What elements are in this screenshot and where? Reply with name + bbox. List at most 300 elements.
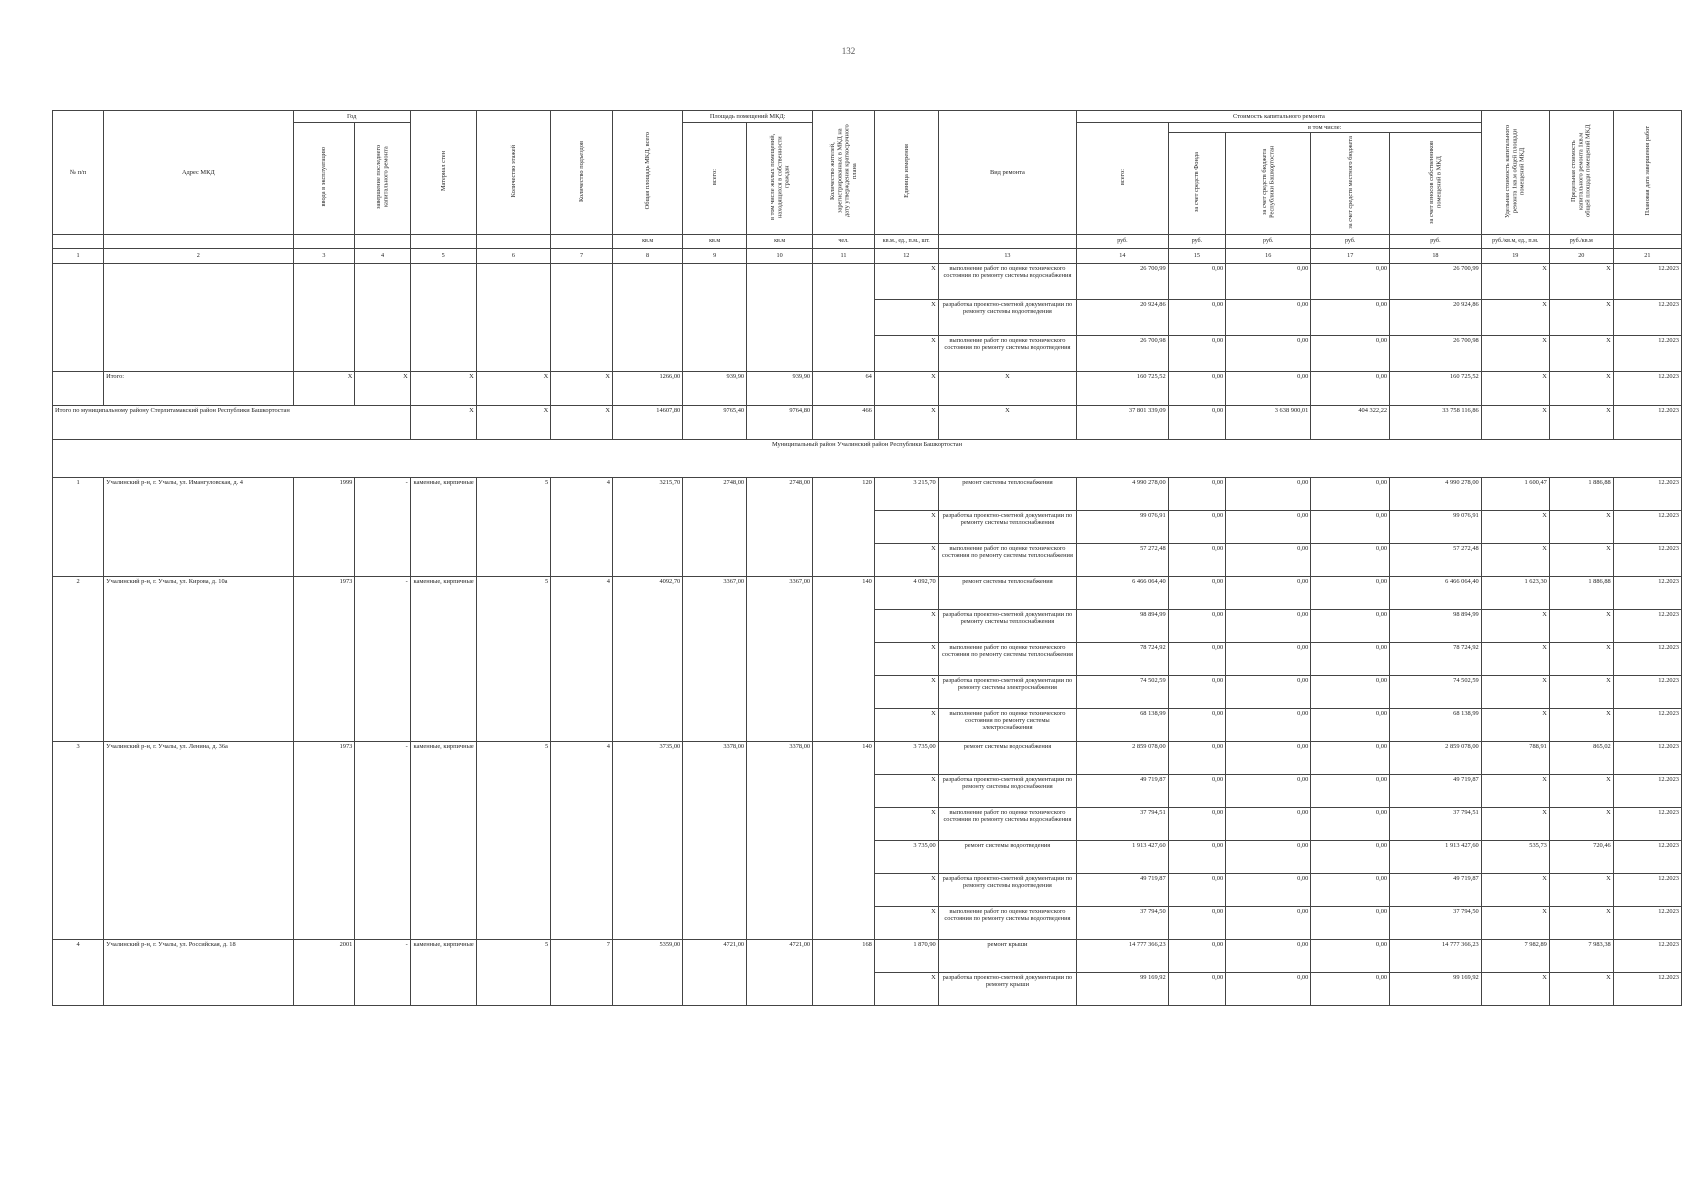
column-index-row — [53, 248, 1682, 263]
header-year-last-repair: завершение последнего капитального ремонта — [375, 145, 390, 210]
cell-year: X — [293, 371, 355, 405]
cell-unit: 1 870,90 — [874, 939, 938, 972]
cell-local: 0,00 — [1311, 299, 1390, 335]
unit-cell: кв.м — [612, 234, 682, 248]
cell-unit: 3 735,00 — [874, 741, 938, 774]
cell-total: 57 272,48 — [1077, 543, 1169, 576]
district-total-row — [53, 405, 1682, 439]
cell-unit-cost: X — [1481, 642, 1549, 675]
cell-premises-total: 3378,00 — [683, 741, 747, 939]
column-index: 9 — [683, 248, 747, 263]
unit-cell: руб. — [1226, 234, 1311, 248]
cell-work: ремонт системы водоснабжения — [938, 741, 1076, 774]
cell-max-cost: X — [1549, 972, 1613, 1005]
cell-work: выполнение работ по оценке технического состояния по ремонту системы водоснабжения — [938, 807, 1076, 840]
cell-max-cost: X — [1549, 807, 1613, 840]
cell-local: 0,00 — [1311, 774, 1390, 807]
header-year: Год — [293, 111, 410, 123]
cell-total: 26 700,99 — [1077, 263, 1169, 299]
cell-owners: 2 859 078,00 — [1390, 741, 1482, 774]
cell-republic: 0,00 — [1226, 972, 1311, 1005]
section-title: Муниципальный район Учалинский район Республики Башкортостан — [53, 439, 1682, 477]
cell-republic: 0,00 — [1226, 708, 1311, 741]
cell-date: 12.2023 — [1613, 510, 1681, 543]
header-cost-total: всего: — [1118, 169, 1126, 186]
cell-unit-cost: X — [1481, 708, 1549, 741]
column-index: 15 — [1168, 248, 1225, 263]
cell-residents: 140 — [813, 741, 875, 939]
cell-local: 0,00 — [1311, 543, 1390, 576]
cell-max-cost: 865,02 — [1549, 741, 1613, 774]
cell-fund: 0,00 — [1168, 807, 1225, 840]
cell-total: 99 076,91 — [1077, 510, 1169, 543]
cell-unit: X — [874, 371, 938, 405]
cell-unit-cost: X — [1481, 263, 1549, 299]
cell-entrances: 7 — [551, 939, 613, 1005]
cell-max-cost: X — [1549, 405, 1613, 439]
cell-max-cost: X — [1549, 708, 1613, 741]
cell-unit-cost: 535,73 — [1481, 840, 1549, 873]
cell-floors: X — [476, 405, 551, 439]
cell-owners: 4 990 278,00 — [1390, 477, 1482, 510]
cell-total: 49 719,87 — [1077, 873, 1169, 906]
cell-premises-residential: 2748,00 — [747, 477, 813, 576]
cell-owners: 78 724,92 — [1390, 642, 1482, 675]
cell-entrances: X — [551, 371, 613, 405]
section-row — [53, 439, 1682, 477]
column-index: 7 — [551, 248, 613, 263]
cell-unit-cost: X — [1481, 906, 1549, 939]
cell-no: 4 — [53, 939, 104, 1005]
cell-work: ремонт системы теплоснабжения — [938, 576, 1076, 609]
cell-area: 3735,00 — [612, 741, 682, 939]
table-header — [53, 111, 1682, 264]
cell-fund: 0,00 — [1168, 675, 1225, 708]
cell-work: разработка проектно-сметной документации по ремонту системы водоотведения — [938, 873, 1076, 906]
cell-total: 6 466 064,40 — [1077, 576, 1169, 609]
table-row — [53, 263, 1682, 299]
cell-floors: 5 — [476, 477, 551, 576]
column-index: 1 — [53, 248, 104, 263]
cell-date: 12.2023 — [1613, 708, 1681, 741]
cell-date: 12.2023 — [1613, 299, 1681, 335]
header-residents: Количество жителей, зарегистрированных в МКД на дату утверждения краткосрочного плана — [828, 124, 858, 218]
cell-work: разработка проектно-сметной документации по ремонту крыши — [938, 972, 1076, 1005]
cell-unit: X — [874, 906, 938, 939]
cell-year-last-repair: - — [355, 477, 410, 576]
cell-total: 4 990 278,00 — [1077, 477, 1169, 510]
cell-republic: 0,00 — [1226, 609, 1311, 642]
cell-unit-cost: X — [1481, 405, 1549, 439]
cell-owners: 98 894,99 — [1390, 609, 1482, 642]
cell-premises-residential: 939,90 — [747, 371, 813, 405]
column-index: 10 — [747, 248, 813, 263]
cell-max-cost: 1 886,88 — [1549, 477, 1613, 510]
cell-total: 99 169,92 — [1077, 972, 1169, 1005]
cell-date: 12.2023 — [1613, 263, 1681, 299]
cell-work: X — [938, 371, 1076, 405]
cell-unit: X — [874, 873, 938, 906]
cell-republic: 0,00 — [1226, 477, 1311, 510]
column-index: 12 — [874, 248, 938, 263]
header-planned-date: Плановая дата завершения работ — [1643, 126, 1651, 216]
header-cost-local: за счет средств местного бюджета — [1346, 135, 1354, 229]
cell-owners: 37 794,51 — [1390, 807, 1482, 840]
column-index: 17 — [1311, 248, 1390, 263]
cell-unit: X — [874, 335, 938, 371]
repair-plan-sheet — [52, 110, 1682, 1006]
cell-material: каменные, кирпичные — [410, 477, 476, 576]
cell-year-commission: 2001 — [293, 939, 355, 1005]
cell-owners: 57 272,48 — [1390, 543, 1482, 576]
cell-max-cost: X — [1549, 642, 1613, 675]
cell-work: выполнение работ по оценке технического состояния по ремонту системы водоотведения — [938, 335, 1076, 371]
cell-material: каменные, кирпичные — [410, 939, 476, 1005]
unit-cell: кв.м., ед., п.м., шт. — [874, 234, 938, 248]
column-index: 13 — [938, 248, 1076, 263]
cell-entrances: 4 — [551, 741, 613, 939]
cell-local: 404 322,22 — [1311, 405, 1390, 439]
cell-residents: 466 — [813, 405, 875, 439]
header-cost: Стоимость капитального ремонта — [1077, 111, 1482, 123]
cell-address: Учалинский р-н, г. Учалы, ул. Имангуловская, д. 4 — [104, 477, 294, 576]
cell-work: разработка проектно-сметной документации по ремонту системы водоотведения — [938, 299, 1076, 335]
cell-label: Итого: — [104, 371, 294, 405]
cell-total: 14 777 366,23 — [1077, 939, 1169, 972]
cell-date: 12.2023 — [1613, 609, 1681, 642]
cell-fund: 0,00 — [1168, 335, 1225, 371]
cell-premises-total: 4721,00 — [683, 939, 747, 1005]
cell-local: 0,00 — [1311, 263, 1390, 299]
cell-unit-cost: X — [1481, 335, 1549, 371]
repair-plan-table — [52, 110, 1682, 1006]
cell-work: ремонт крыши — [938, 939, 1076, 972]
cell-work: разработка проектно-сметной документации по ремонту системы теплоснабжения — [938, 609, 1076, 642]
header-total-area: Общая площадь МКД, всего — [643, 132, 651, 210]
cell-address: Учалинский р-н, г. Учалы, ул. Кирова, д. 10а — [104, 576, 294, 741]
cell-max-cost: 1 886,88 — [1549, 576, 1613, 609]
unit-cell: руб. — [1077, 234, 1169, 248]
cell-date: 12.2023 — [1613, 774, 1681, 807]
cell-year-commission: 1999 — [293, 477, 355, 576]
cell-premises-total: 2748,00 — [683, 477, 747, 576]
cell-local: 0,00 — [1311, 906, 1390, 939]
cell-republic: 0,00 — [1226, 675, 1311, 708]
cell-unit: X — [874, 774, 938, 807]
cell-premises-residential: 3378,00 — [747, 741, 813, 939]
cell-no: 3 — [53, 741, 104, 939]
cell-republic: 0,00 — [1226, 840, 1311, 873]
column-index: 18 — [1390, 248, 1482, 263]
cell-date: 12.2023 — [1613, 642, 1681, 675]
cell-floors: 5 — [476, 741, 551, 939]
cell-fund: 0,00 — [1168, 972, 1225, 1005]
cell-fund: 0,00 — [1168, 576, 1225, 609]
cell-unit-cost: 7 982,89 — [1481, 939, 1549, 972]
cell-max-cost: X — [1549, 371, 1613, 405]
cell-republic: 0,00 — [1226, 263, 1311, 299]
cell-unit: X — [874, 405, 938, 439]
column-index: 3 — [293, 248, 355, 263]
cell-local: 0,00 — [1311, 675, 1390, 708]
cell-unit: X — [874, 642, 938, 675]
cell-local: 0,00 — [1311, 477, 1390, 510]
cell-unit: X — [874, 543, 938, 576]
cell-fund: 0,00 — [1168, 405, 1225, 439]
cell-max-cost: X — [1549, 299, 1613, 335]
cell-fund: 0,00 — [1168, 371, 1225, 405]
cell-fund: 0,00 — [1168, 263, 1225, 299]
cell-unit-cost: X — [1481, 609, 1549, 642]
unit-cell: чел. — [813, 234, 875, 248]
cell-total: 49 719,87 — [1077, 774, 1169, 807]
cell-max-cost: 7 983,38 — [1549, 939, 1613, 972]
cell-area: 1266,00 — [612, 371, 682, 405]
cell-local: 0,00 — [1311, 741, 1390, 774]
cell-work: выполнение работ по оценке технического состояния по ремонту системы теплоснабжения — [938, 543, 1076, 576]
cell-total: 68 138,99 — [1077, 708, 1169, 741]
units-row — [53, 234, 1682, 248]
cell-year: X — [355, 371, 410, 405]
cell-unit: 3 735,00 — [874, 840, 938, 873]
table-body — [53, 263, 1682, 1005]
cell-fund: 0,00 — [1168, 741, 1225, 774]
column-index: 8 — [612, 248, 682, 263]
cell-unit: X — [874, 263, 938, 299]
cell-unit-cost: X — [1481, 543, 1549, 576]
cell-total: 160 725,52 — [1077, 371, 1169, 405]
cell-premises-residential: 4721,00 — [747, 939, 813, 1005]
cell-republic: 0,00 — [1226, 543, 1311, 576]
cell-max-cost: 720,46 — [1549, 840, 1613, 873]
cell-republic: 0,00 — [1226, 873, 1311, 906]
subtotal-row — [53, 371, 1682, 405]
cell-republic: 0,00 — [1226, 774, 1311, 807]
cell-date: 12.2023 — [1613, 741, 1681, 774]
cell-date: 12.2023 — [1613, 543, 1681, 576]
column-index: 20 — [1549, 248, 1613, 263]
cell-unit-cost: 788,91 — [1481, 741, 1549, 774]
cell-owners: 33 758 116,86 — [1390, 405, 1482, 439]
column-index: 19 — [1481, 248, 1549, 263]
cell-date: 12.2023 — [1613, 371, 1681, 405]
column-index: 21 — [1613, 248, 1681, 263]
cell-fund: 0,00 — [1168, 906, 1225, 939]
cell-unit-cost: 1 623,30 — [1481, 576, 1549, 609]
cell-unit-cost: X — [1481, 774, 1549, 807]
cell-republic: 0,00 — [1226, 299, 1311, 335]
cell-work: выполнение работ по оценке технического состояния по ремонту системы водоотведения — [938, 906, 1076, 939]
cell-residents: 168 — [813, 939, 875, 1005]
cell-unit: X — [874, 510, 938, 543]
unit-cell: кв.м — [683, 234, 747, 248]
cell-work: выполнение работ по оценке технического состояния по ремонту системы электроснабжения — [938, 708, 1076, 741]
cell-fund: 0,00 — [1168, 840, 1225, 873]
header-repair-type: Вид ремонта — [938, 111, 1076, 235]
cell-work: выполнение работ по оценке технического состояния по ремонту системы водоснабжения — [938, 263, 1076, 299]
header-cost-fund: за счет средств Фонда — [1193, 152, 1201, 213]
column-index: 14 — [1077, 248, 1169, 263]
cell-work: ремонт системы водоотведения — [938, 840, 1076, 873]
cell-date: 12.2023 — [1613, 405, 1681, 439]
cell-date: 12.2023 — [1613, 335, 1681, 371]
cell-area: 5359,00 — [612, 939, 682, 1005]
cell-unit-cost: X — [1481, 873, 1549, 906]
cell-local: 0,00 — [1311, 708, 1390, 741]
cell-label: Итого по муниципальному району Стерлитамакский район Республики Башкортостан — [53, 405, 411, 439]
cell-owners: 37 794,50 — [1390, 906, 1482, 939]
cell-address: Учалинский р-н, г. Учалы, ул. Российская, д. 18 — [104, 939, 294, 1005]
cell-premises-total: 939,90 — [683, 371, 747, 405]
cell-local: 0,00 — [1311, 840, 1390, 873]
cell-owners: 26 700,98 — [1390, 335, 1482, 371]
cell-owners: 26 700,99 — [1390, 263, 1482, 299]
cell-owners: 68 138,99 — [1390, 708, 1482, 741]
header-unit-cost: Удельная стоимость капитального ремонта 1кв.м общей площади помещений МКД — [1504, 124, 1526, 218]
cell-unit: X — [874, 675, 938, 708]
header-floors: Количество этажей — [509, 145, 517, 198]
cell-local: 0,00 — [1311, 576, 1390, 609]
cell-fund: 0,00 — [1168, 774, 1225, 807]
cell-max-cost: X — [1549, 543, 1613, 576]
cell-owners: 160 725,52 — [1390, 371, 1482, 405]
cell-total: 26 700,98 — [1077, 335, 1169, 371]
column-index: 11 — [813, 248, 875, 263]
cell-entrances: 4 — [551, 477, 613, 576]
column-index: 2 — [104, 248, 294, 263]
cell-fund: 0,00 — [1168, 609, 1225, 642]
cell-work: выполнение работ по оценке технического состояния по ремонту системы теплоснабжения — [938, 642, 1076, 675]
cell-material: каменные, кирпичные — [410, 576, 476, 741]
cell-year-last-repair: - — [355, 741, 410, 939]
header-cost-owners: за счет взносов собственников помещений в МКД — [1428, 140, 1443, 224]
header-address: Адрес МКД — [104, 111, 294, 235]
cell-owners: 14 777 366,23 — [1390, 939, 1482, 972]
header-wall-material: Материал стен — [439, 151, 447, 192]
unit-cell: руб. — [1168, 234, 1225, 248]
cell-republic: 0,00 — [1226, 807, 1311, 840]
cell-date: 12.2023 — [1613, 840, 1681, 873]
cell-owners: 6 466 064,40 — [1390, 576, 1482, 609]
header-premises: Площадь помещений МКД: — [683, 111, 813, 123]
cell-premises-residential: 3367,00 — [747, 576, 813, 741]
unit-cell: кв.м — [747, 234, 813, 248]
column-index: 6 — [476, 248, 551, 263]
cell-owners: 49 719,87 — [1390, 873, 1482, 906]
cell-total: 98 894,99 — [1077, 609, 1169, 642]
cell-total: 20 924,86 — [1077, 299, 1169, 335]
cell-date: 12.2023 — [1613, 939, 1681, 972]
cell-republic: 3 638 900,01 — [1226, 405, 1311, 439]
cell-max-cost: X — [1549, 675, 1613, 708]
cell-total: 37 801 339,09 — [1077, 405, 1169, 439]
cell-work: разработка проектно-сметной документации по ремонту системы водоснабжения — [938, 774, 1076, 807]
header-no: № п/п — [53, 111, 104, 235]
cell-premises-residential: 9764,80 — [747, 405, 813, 439]
cell-year-commission: 1973 — [293, 741, 355, 939]
cell-fund: 0,00 — [1168, 708, 1225, 741]
cell-fund: 0,00 — [1168, 873, 1225, 906]
cell-premises-total: 9765,40 — [683, 405, 747, 439]
cell-area: 14607,80 — [612, 405, 682, 439]
cell-date: 12.2023 — [1613, 477, 1681, 510]
cell-local: 0,00 — [1311, 939, 1390, 972]
cell-date: 12.2023 — [1613, 675, 1681, 708]
cell-date: 12.2023 — [1613, 906, 1681, 939]
cell-fund: 0,00 — [1168, 299, 1225, 335]
cell-area: 4092,70 — [612, 576, 682, 741]
cell-year-last-repair: - — [355, 576, 410, 741]
table-row — [53, 477, 1682, 510]
cell-owners: 74 502,59 — [1390, 675, 1482, 708]
header-premises-residential: в том числе жилых помещений, находящихся в собственности граждан — [768, 134, 791, 221]
cell-material: X — [410, 405, 476, 439]
cell-entrances: X — [551, 405, 613, 439]
cell-total: 2 859 078,00 — [1077, 741, 1169, 774]
cell-owners: 20 924,86 — [1390, 299, 1482, 335]
cell-unit-cost: X — [1481, 371, 1549, 405]
cell-material: X — [410, 371, 476, 405]
cell-unit: X — [874, 299, 938, 335]
cell-date: 12.2023 — [1613, 576, 1681, 609]
cell-owners: 99 169,92 — [1390, 972, 1482, 1005]
cell-unit-cost: X — [1481, 510, 1549, 543]
column-index: 4 — [355, 248, 410, 263]
cell-work: X — [938, 405, 1076, 439]
cell-unit: X — [874, 807, 938, 840]
cell-total: 78 724,92 — [1077, 642, 1169, 675]
cell-max-cost: X — [1549, 510, 1613, 543]
cell-unit: X — [874, 708, 938, 741]
cell-local: 0,00 — [1311, 510, 1390, 543]
cell-date: 12.2023 — [1613, 972, 1681, 1005]
cell-republic: 0,00 — [1226, 576, 1311, 609]
cell-premises-total: 3367,00 — [683, 576, 747, 741]
cell-fund: 0,00 — [1168, 642, 1225, 675]
column-index: 16 — [1226, 248, 1311, 263]
cell-total: 37 794,50 — [1077, 906, 1169, 939]
cell-local: 0,00 — [1311, 972, 1390, 1005]
cell-local: 0,00 — [1311, 642, 1390, 675]
cell-floors: 5 — [476, 576, 551, 741]
cell-fund: 0,00 — [1168, 477, 1225, 510]
cell-local: 0,00 — [1311, 335, 1390, 371]
cell-republic: 0,00 — [1226, 906, 1311, 939]
cell-republic: 0,00 — [1226, 741, 1311, 774]
cell-unit-cost: X — [1481, 807, 1549, 840]
unit-cell: руб. — [1311, 234, 1390, 248]
cell-fund: 0,00 — [1168, 510, 1225, 543]
cell-unit-cost: 1 600,47 — [1481, 477, 1549, 510]
cell-republic: 0,00 — [1226, 642, 1311, 675]
cell-republic: 0,00 — [1226, 510, 1311, 543]
cell-local: 0,00 — [1311, 609, 1390, 642]
cell-no: 1 — [53, 477, 104, 576]
cell-total: 37 794,51 — [1077, 807, 1169, 840]
cell-no: 2 — [53, 576, 104, 741]
header-premises-total: всего: — [710, 169, 718, 186]
cell-local: 0,00 — [1311, 371, 1390, 405]
cell-owners: 99 076,91 — [1390, 510, 1482, 543]
cell-date: 12.2023 — [1613, 873, 1681, 906]
cell-max-cost: X — [1549, 609, 1613, 642]
cell-max-cost: X — [1549, 873, 1613, 906]
page-number: 132 — [841, 46, 856, 56]
cell-max-cost: X — [1549, 335, 1613, 371]
cell-floors: 5 — [476, 939, 551, 1005]
cell-entrances: 4 — [551, 576, 613, 741]
header-cost-incl: в том числе: — [1168, 123, 1481, 133]
